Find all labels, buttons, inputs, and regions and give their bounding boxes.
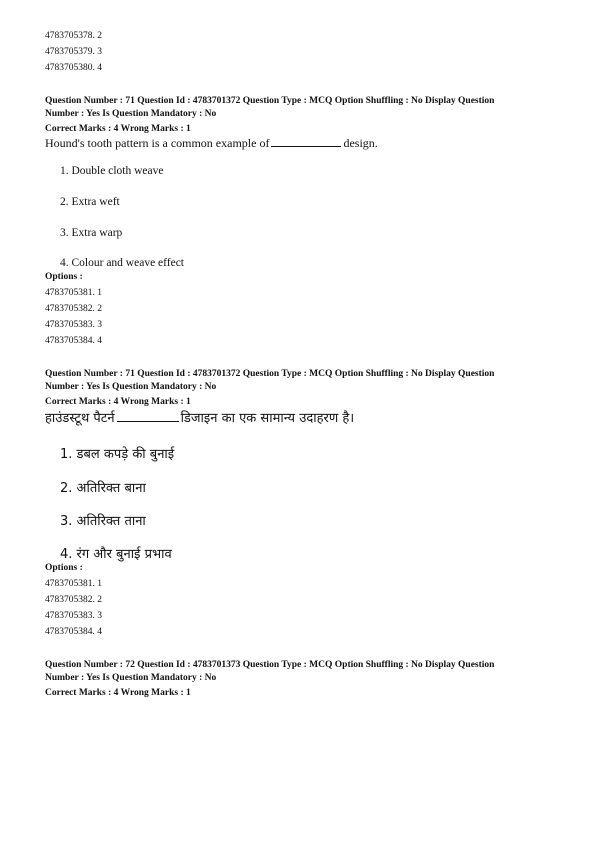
question-header-cont: Number : Yes Is Question Mandatory : No — [45, 109, 217, 119]
option-id: 4783705382. 2 — [45, 304, 102, 314]
question-header: Question Number : 71 Question Id : 4783701372 Question Type : MCQ Option Shuffling : No Display Question — [45, 96, 495, 106]
answer-blank — [117, 409, 179, 422]
option-id: 4783705382. 2 — [45, 595, 102, 605]
question-text — [45, 408, 354, 426]
choice: 4. Colour and weave effect — [60, 257, 185, 269]
option-id: 4783705380. 4 — [45, 63, 102, 73]
question-text-before: हाउंडस्टूथ पैटर्न — [45, 411, 115, 426]
question-header: Question Number : 71 Question Id : 4783701372 Question Type : MCQ Option Shuffling : No Display Question — [45, 369, 495, 379]
option-id: 4783705378. 2 — [45, 31, 102, 41]
question-text-after: design. — [343, 136, 378, 150]
answer-blank — [271, 136, 341, 147]
choice: 1. डबल कपड़े की बुनाई — [60, 447, 175, 462]
choice: 2. अतिरिक्त बाना — [60, 481, 146, 496]
option-id: 4783705384. 4 — [45, 336, 102, 346]
option-id: 4783705379. 3 — [45, 47, 102, 57]
option-id: 4783705383. 3 — [45, 611, 102, 621]
choice: 2. Extra weft — [60, 196, 120, 208]
choice: 4. रंग और बुनाई प्रभाव — [60, 547, 172, 562]
choice: 3. Extra warp — [60, 227, 123, 239]
options-label: Options : — [45, 563, 83, 573]
option-id: 4783705381. 1 — [45, 288, 102, 298]
question-header-cont: Number : Yes Is Question Mandatory : No — [45, 673, 217, 683]
option-id: 4783705381. 1 — [45, 579, 102, 589]
choice: 1. Double cloth weave — [60, 165, 164, 177]
question-marks: Correct Marks : 4 Wrong Marks : 1 — [45, 397, 191, 407]
question-text — [45, 136, 378, 151]
options-label: Options : — [45, 272, 83, 282]
question-header: Question Number : 72 Question Id : 4783701373 Question Type : MCQ Option Shuffling : No Display Question — [45, 660, 495, 670]
question-text-after: डिजाइन का एक सामान्य उदाहरण है। — [180, 411, 355, 426]
choice: 3. अतिरिक्त ताना — [60, 514, 146, 529]
option-id: 4783705383. 3 — [45, 320, 102, 330]
question-header-cont: Number : Yes Is Question Mandatory : No — [45, 382, 217, 392]
question-text-before: Hound's tooth pattern is a common example of — [45, 136, 270, 150]
question-marks: Correct Marks : 4 Wrong Marks : 1 — [45, 688, 191, 698]
option-id: 4783705384. 4 — [45, 627, 102, 637]
question-marks: Correct Marks : 4 Wrong Marks : 1 — [45, 124, 191, 134]
